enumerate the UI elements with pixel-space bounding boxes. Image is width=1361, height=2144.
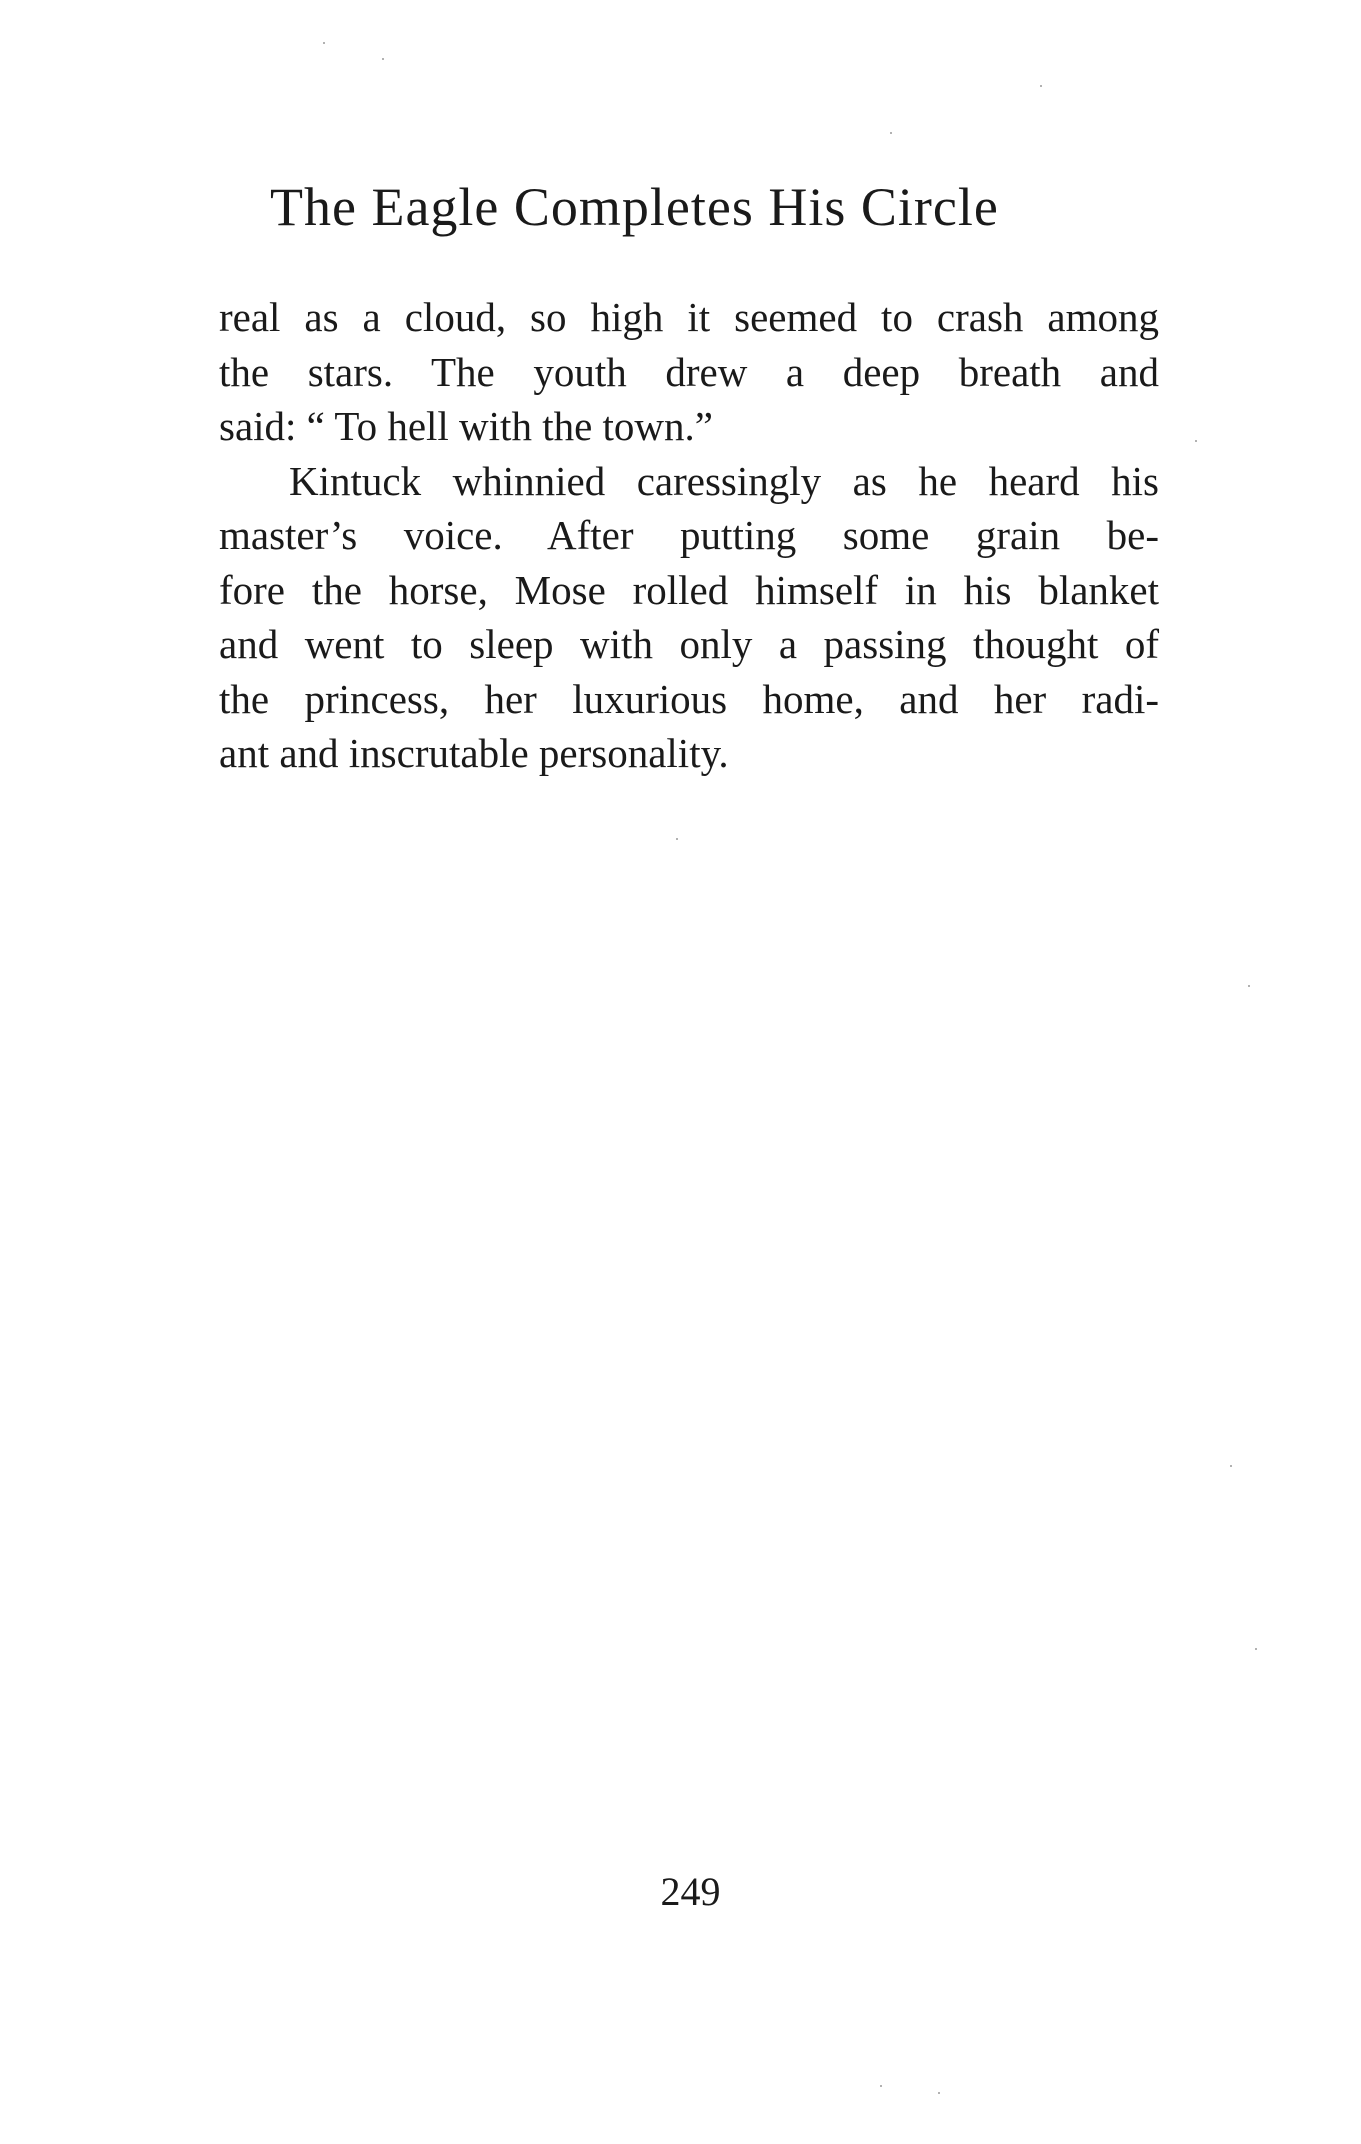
running-head: The Eagle Completes His Circle	[270, 177, 999, 237]
text-line: the princess, her luxurious home, and her radi-	[219, 675, 1159, 722]
text-line: ant and inscrutable personality.	[219, 730, 729, 776]
scan-speck	[382, 58, 384, 60]
scan-speck	[938, 2092, 940, 2094]
scan-speck	[676, 838, 678, 840]
text-line: Kintuck whinnied caressingly as he heard his	[289, 457, 1159, 504]
text-line: the stars. The youth drew a deep breath and	[219, 348, 1159, 395]
text-line: said: “ To hell with the town.”	[219, 403, 713, 449]
text-line: fore the horse, Mose rolled himself in his blanket	[219, 566, 1159, 613]
text-line: real as a cloud, so high it seemed to crash among	[219, 294, 1159, 340]
scan-speck	[890, 132, 892, 134]
scan-speck	[1255, 1648, 1257, 1650]
body-text	[219, 290, 1159, 781]
scan-speck	[323, 42, 325, 44]
paragraph	[219, 454, 1159, 781]
text-line: master’s voice. After putting some grain be-	[219, 512, 1159, 558]
scan-speck	[1040, 85, 1042, 87]
scan-speck	[1248, 985, 1250, 987]
scan-speck	[880, 2085, 882, 2087]
page-number: 249	[660, 1869, 721, 1914]
paragraph	[219, 290, 1159, 454]
scan-speck	[1230, 1465, 1232, 1467]
scan-speck	[1195, 440, 1197, 442]
text-line: and went to sleep with only a passing thought of	[219, 621, 1159, 667]
